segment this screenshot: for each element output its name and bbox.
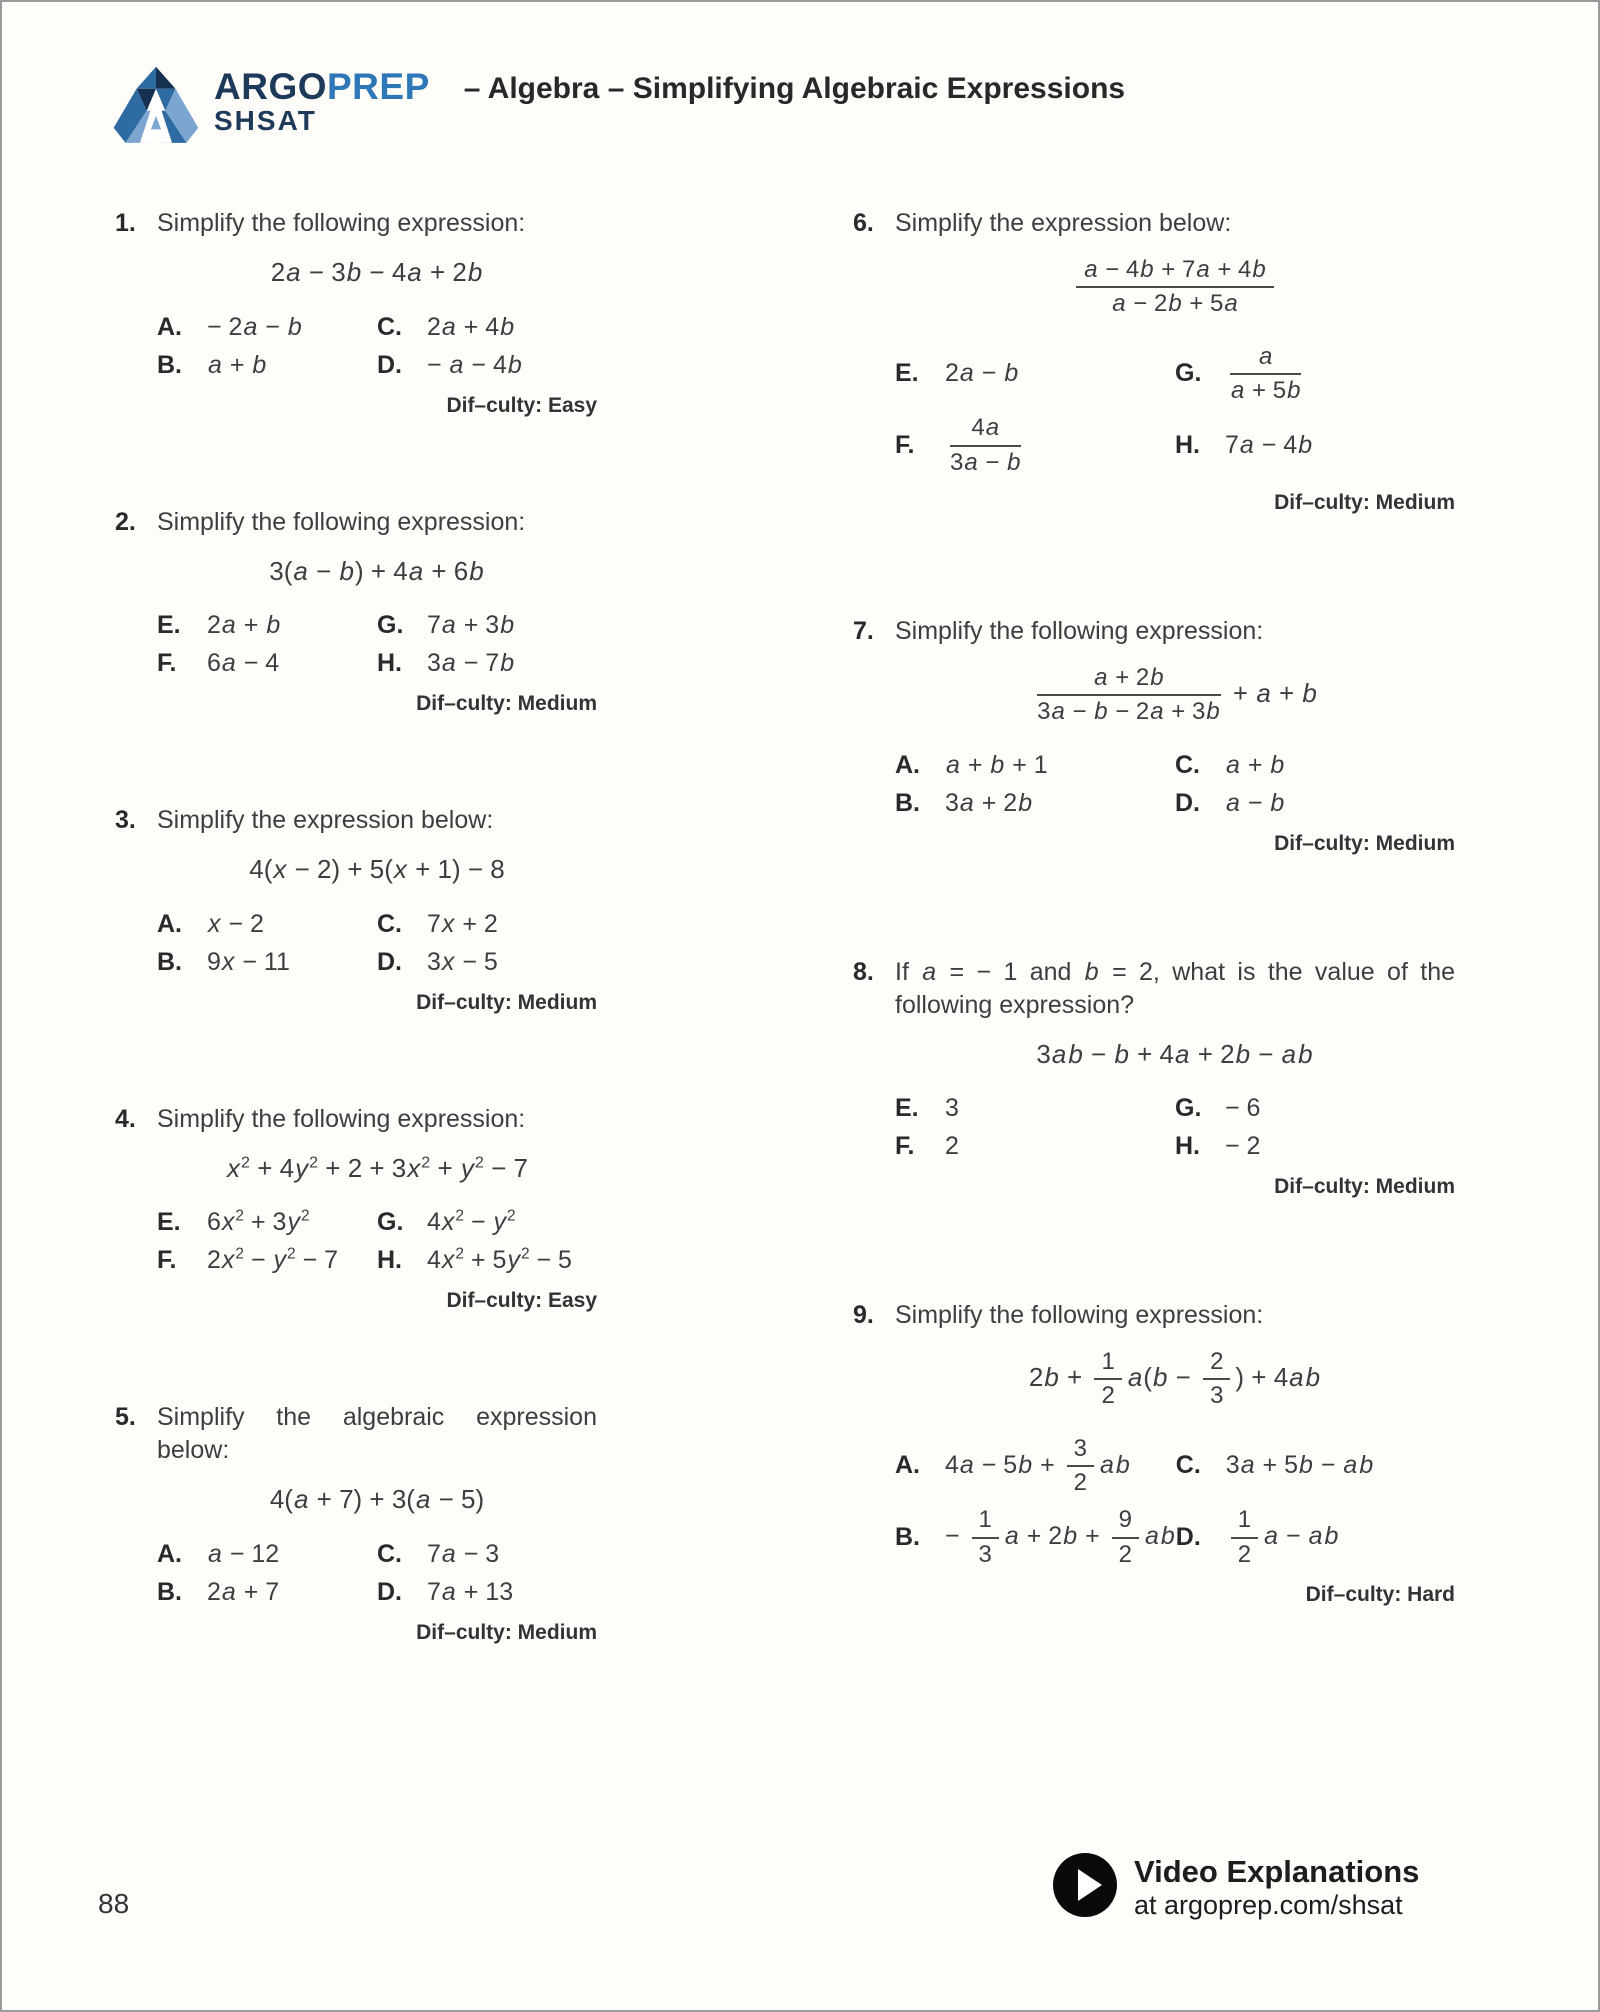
choice-label: A. bbox=[157, 909, 182, 938]
question-prompt: Simplify the following expression: bbox=[157, 1104, 526, 1133]
answer-choice bbox=[1176, 1435, 1455, 1498]
choice-label: B. bbox=[157, 947, 182, 976]
choice-label: C. bbox=[377, 909, 402, 938]
question-number: 7. bbox=[853, 616, 874, 645]
question bbox=[115, 207, 597, 418]
choice-value: $\frac{1}{2}$ a − ab bbox=[1226, 1506, 1340, 1569]
difficulty-label: Dif–culty: Medium bbox=[416, 692, 597, 715]
choice-value: 9x − 11 bbox=[207, 947, 290, 976]
choice-value: a + b bbox=[1226, 750, 1285, 779]
question bbox=[853, 207, 1455, 515]
choice-value: − 2a − b bbox=[207, 312, 302, 341]
question-prompt: Simplify the expression below: bbox=[895, 209, 1232, 237]
answer-choice bbox=[1175, 789, 1455, 818]
answer-choice bbox=[377, 649, 597, 678]
choice-label: A. bbox=[895, 750, 920, 779]
answer-choices bbox=[157, 313, 597, 380]
logo-text bbox=[214, 68, 430, 137]
difficulty-label: Dif–culty: Medium bbox=[416, 990, 597, 1014]
answer-choices bbox=[895, 343, 1455, 477]
question-prompt: If a = − 1 and b = 2, what is the value of the following expression? bbox=[895, 957, 1456, 1019]
logo-argo: ARGO bbox=[214, 66, 327, 107]
question-number: 3. bbox=[115, 806, 136, 834]
page-title: – Algebra – Simplifying Algebraic Expressions bbox=[463, 72, 1126, 105]
choice-label: G. bbox=[1175, 359, 1202, 388]
answer-choice bbox=[377, 1578, 597, 1607]
answer-choice bbox=[895, 1435, 1176, 1498]
choice-label: B. bbox=[157, 350, 182, 379]
choice-label: A. bbox=[157, 312, 182, 341]
choice-value: 6a − 4 bbox=[207, 649, 280, 677]
answer-choice bbox=[157, 1208, 377, 1237]
choice-value: 4a − 5b + $\frac{3}{2}$ ab bbox=[945, 1434, 1130, 1496]
question-number: 5. bbox=[115, 1403, 136, 1431]
answer-choice bbox=[157, 948, 377, 977]
question-prompt: Simplify the following expression: bbox=[895, 616, 1264, 645]
answer-choice bbox=[157, 611, 377, 640]
choice-label: D. bbox=[1175, 1523, 1201, 1552]
choice-label: G. bbox=[1175, 1094, 1202, 1122]
answer-choice bbox=[377, 948, 597, 977]
question bbox=[853, 1299, 1455, 1607]
answer-choice bbox=[377, 1208, 597, 1237]
question bbox=[115, 1401, 597, 1645]
answer-choice bbox=[157, 351, 377, 380]
choice-value: a + b + 1 bbox=[946, 750, 1048, 779]
answer-choice bbox=[377, 351, 597, 380]
answer-choice bbox=[1175, 1094, 1455, 1123]
answer-choice bbox=[157, 1246, 377, 1275]
answer-choice bbox=[1175, 751, 1455, 780]
choice-value: $\frac{a}{a + 5b}$ bbox=[1231, 342, 1301, 404]
answer-choice bbox=[1176, 1506, 1455, 1569]
answer-choice bbox=[895, 1132, 1175, 1161]
choice-label: C. bbox=[377, 1539, 402, 1568]
question-expression: 4(a + 7) + 3(a − 5) bbox=[269, 1484, 485, 1514]
difficulty-label: Dif–culty: Medium bbox=[416, 1620, 597, 1644]
choice-value: 3a + 2b bbox=[945, 788, 1033, 817]
difficulty-label: Dif–culty: Easy bbox=[446, 393, 597, 417]
choice-value: 3a + 5b − ab bbox=[1225, 1451, 1374, 1480]
answer-choices bbox=[157, 910, 597, 977]
choice-label: H. bbox=[377, 649, 402, 677]
choice-value: 3a − 7b bbox=[427, 649, 515, 677]
choice-value: $4x^2 - y^2$ bbox=[427, 1207, 516, 1236]
answer-choices bbox=[895, 751, 1455, 818]
difficulty-label: Dif–culty: Medium bbox=[1274, 1175, 1455, 1198]
choice-label: E. bbox=[157, 611, 181, 639]
answer-choice bbox=[1175, 414, 1455, 477]
choice-label: A. bbox=[157, 1539, 182, 1568]
choice-label: B. bbox=[895, 788, 920, 817]
video-title: Video Explanations bbox=[1134, 1854, 1420, 1890]
answer-choice bbox=[895, 414, 1175, 477]
choice-value: a − 12 bbox=[208, 1539, 280, 1568]
choice-value: $2x^2 - y^2 - 7$ bbox=[207, 1245, 339, 1274]
answer-choice bbox=[377, 910, 597, 939]
choice-label: D. bbox=[377, 1577, 402, 1606]
logo-shsat: SHSAT bbox=[214, 105, 317, 136]
question bbox=[115, 1103, 597, 1314]
choice-value: x − 2 bbox=[208, 909, 264, 938]
question-expression: 4(x − 2) + 5(x + 1) − 8 bbox=[249, 854, 505, 884]
choice-label: E. bbox=[157, 1208, 181, 1236]
question bbox=[115, 804, 597, 1015]
choice-label: D. bbox=[377, 350, 402, 379]
question-number: 6. bbox=[853, 209, 874, 237]
choice-value: − a − 4b bbox=[427, 350, 522, 379]
choice-value: − 2 bbox=[1225, 1132, 1261, 1160]
answer-choice bbox=[377, 1246, 597, 1275]
choice-label: C. bbox=[377, 312, 402, 341]
difficulty-label: Dif–culty: Medium bbox=[1274, 490, 1455, 514]
choice-label: D. bbox=[1175, 788, 1200, 817]
choice-value: $4x^2 + 5y^2 - 5$ bbox=[427, 1245, 572, 1274]
choice-value: a + b bbox=[208, 350, 267, 379]
answer-choices bbox=[895, 1435, 1455, 1569]
question-expression: $x^2 + 4y^2 + 2 + 3x^2 + y^2 - 7$ bbox=[227, 1152, 528, 1183]
choice-label: F. bbox=[895, 431, 915, 460]
answer-choice bbox=[1175, 1132, 1455, 1161]
choice-label: H. bbox=[1175, 1132, 1200, 1160]
question-number: 2. bbox=[115, 507, 136, 536]
question-prompt: Simplify the following expression: bbox=[895, 1301, 1264, 1329]
answer-choice bbox=[377, 1540, 597, 1569]
choice-value: 7a + 3b bbox=[427, 611, 515, 639]
choice-label: B. bbox=[157, 1577, 182, 1606]
choice-value: 7a − 3 bbox=[427, 1539, 500, 1568]
question-expression: 3(a − b) + 4a + 6b bbox=[269, 555, 484, 586]
question-number: 9. bbox=[853, 1301, 874, 1329]
choice-value: 2a + 4b bbox=[427, 312, 515, 341]
choice-value: 3 bbox=[945, 1094, 959, 1122]
question-expression: 2a − 3b − 4a + 2b bbox=[270, 257, 483, 287]
answer-choice bbox=[157, 313, 377, 342]
choice-label: F. bbox=[895, 1132, 915, 1160]
choice-label: F. bbox=[157, 1246, 177, 1274]
choice-label: D. bbox=[377, 947, 402, 976]
video-text bbox=[1134, 1854, 1419, 1921]
choice-value: 2a + 7 bbox=[207, 1577, 280, 1606]
question-prompt: Simplify the algebraic expression below: bbox=[157, 1403, 597, 1464]
choice-value: 7a + 13 bbox=[427, 1577, 514, 1606]
page-header bbox=[112, 64, 1125, 144]
choice-value: $\frac{4a}{3a - b}$ bbox=[950, 414, 1021, 476]
choice-value: 2 bbox=[945, 1132, 959, 1160]
choice-label: E. bbox=[895, 359, 919, 388]
question-expression: $\frac{a - 4b + 7a + 4b}{a - 2b + 5a}$ bbox=[895, 256, 1455, 319]
answer-choice bbox=[157, 1540, 377, 1569]
answer-choice bbox=[377, 313, 597, 342]
question-expression: $\frac{a + 2b}{3a - b - 2a + 3b}$ + a + b bbox=[1037, 663, 1317, 726]
choice-label: H. bbox=[377, 1246, 402, 1274]
question-number: 1. bbox=[115, 209, 136, 237]
answer-choice bbox=[895, 343, 1175, 406]
difficulty-label: Dif–culty: Medium bbox=[1274, 831, 1455, 855]
question bbox=[115, 506, 597, 717]
choice-label: H. bbox=[1175, 431, 1200, 460]
questions-column-left bbox=[115, 207, 597, 1733]
answer-choices bbox=[895, 1094, 1455, 1161]
choice-label: F. bbox=[157, 649, 177, 677]
choice-value: 7x + 2 bbox=[427, 909, 498, 938]
question bbox=[853, 615, 1455, 856]
answer-choice bbox=[157, 1578, 377, 1607]
choice-value: 2a + b bbox=[207, 611, 281, 639]
answer-choice bbox=[157, 910, 377, 939]
answer-choice bbox=[895, 1506, 1176, 1569]
choice-value: 7a − 4b bbox=[1225, 431, 1313, 460]
answer-choice bbox=[895, 1094, 1175, 1123]
choice-value: a − b bbox=[1226, 788, 1285, 817]
question-number: 8. bbox=[853, 957, 874, 986]
choice-label: G. bbox=[377, 611, 404, 639]
answer-choice bbox=[157, 649, 377, 678]
answer-choice bbox=[895, 751, 1175, 780]
difficulty-label: Dif–culty: Easy bbox=[446, 1289, 597, 1312]
choice-value: − 6 bbox=[1225, 1094, 1261, 1122]
answer-choice bbox=[1175, 343, 1455, 406]
video-explanations bbox=[1052, 1852, 1419, 1923]
choice-value: $6x^2 + 3y^2$ bbox=[207, 1207, 310, 1236]
choice-value: 2a − b bbox=[945, 359, 1019, 388]
choice-label: E. bbox=[895, 1094, 919, 1122]
questions-column-right bbox=[853, 207, 1455, 1707]
page-number: 88 bbox=[98, 1888, 130, 1919]
choice-label: G. bbox=[377, 1208, 404, 1236]
choice-label: B. bbox=[895, 1523, 920, 1552]
question-prompt: Simplify the expression below: bbox=[157, 806, 494, 834]
answer-choices bbox=[157, 1540, 597, 1607]
choice-value: 3x − 5 bbox=[427, 947, 498, 976]
answer-choices bbox=[157, 611, 597, 678]
question bbox=[853, 956, 1455, 1200]
argoprep-logo bbox=[112, 64, 430, 144]
question-prompt: Simplify the following expression: bbox=[157, 507, 526, 536]
choice-label: C. bbox=[1175, 1451, 1201, 1480]
argoprep-logo-icon bbox=[112, 64, 200, 144]
difficulty-label: Dif–culty: Hard bbox=[1305, 1582, 1455, 1606]
play-icon bbox=[1052, 1852, 1118, 1923]
question-expression: 3ab − b + 4a + 2b − ab bbox=[1036, 1038, 1313, 1069]
answer-choice bbox=[895, 789, 1175, 818]
choice-label: C. bbox=[1175, 750, 1200, 779]
choice-label: A. bbox=[895, 1451, 920, 1480]
question-number: 4. bbox=[115, 1104, 136, 1133]
video-url: at argoprep.com/shsat bbox=[1134, 1889, 1403, 1920]
answer-choices bbox=[157, 1208, 597, 1275]
choice-value: − $\frac{1}{3}$ a + 2b + $\frac{9}{2}$ ab bbox=[945, 1506, 1175, 1568]
question-expression: 2b + $\frac{1}{2}$ a(b − $\frac{2}{3}$ ) + 4ab bbox=[1028, 1348, 1321, 1410]
question-prompt: Simplify the following expression: bbox=[157, 209, 526, 237]
logo-prep: PREP bbox=[327, 66, 430, 107]
answer-choice bbox=[377, 611, 597, 640]
